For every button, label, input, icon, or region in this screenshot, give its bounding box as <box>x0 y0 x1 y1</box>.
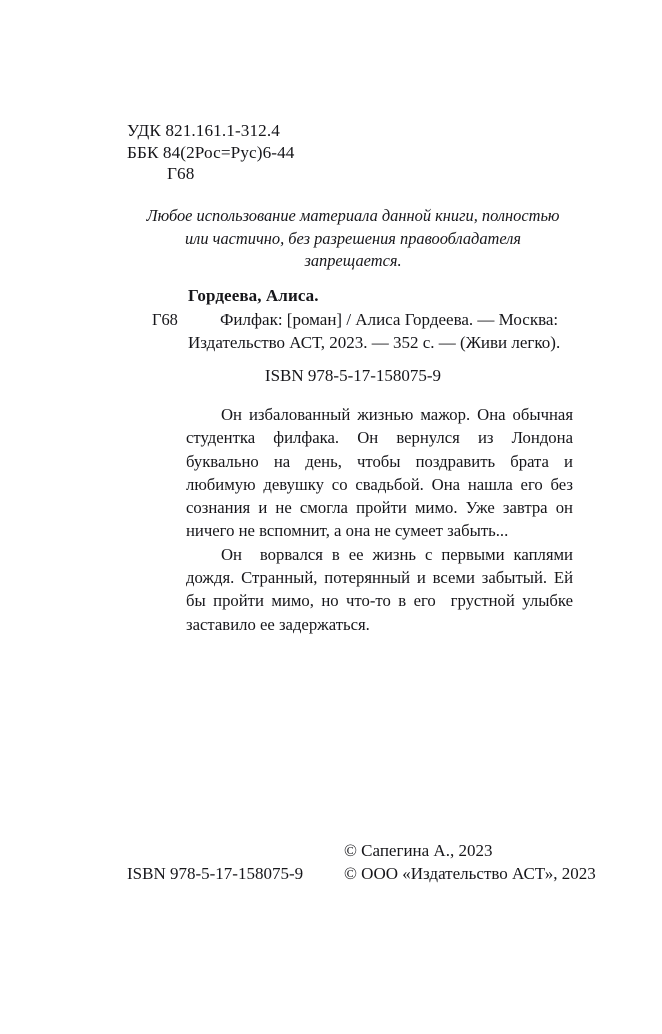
bibliographic-record <box>127 284 579 355</box>
legal-notice-line-2: или частично, без разрешения правообладателя <box>184 228 522 248</box>
copyright-line-publisher: © ООО «Издательство АСТ», 2023 <box>344 863 596 883</box>
legal-notice <box>131 205 575 273</box>
record-author-mark: Г68 <box>152 309 178 329</box>
author-mark-code: Г68 <box>167 164 195 183</box>
classification-codes <box>127 120 295 185</box>
bbk-code: ББК 84(2Рос=Рус)6-44 <box>127 142 295 162</box>
annotation-paragraph-2: Он ворвался в ее жизнь с первыми каплями дождя. Странный, потерянный и всеми забытый. Ей бы пройти мимо, но что-то в его грустной улыбке заставило ее задержаться. <box>186 544 578 634</box>
annotation-paragraph-1: Он избалованный жизнью мажор. Она обычная студентка филфака. Он вернулся из Лондона буквально на день, чтобы поздравить брата и любимую девушку со свадьбой. Она нашла его без сознания и не смогла пройти мимо. Уже завтра он ничего не вспомнит, а она не сумеет забыть... <box>186 405 578 541</box>
page-footer <box>127 840 596 885</box>
record-description: Филфак: [роман] / Алиса Гордеева. — Москва: Издательство АСТ, 2023. — 352 с. — (Живи легко). <box>188 309 561 352</box>
book-annotation <box>186 403 578 636</box>
copyright-line-author: © Сапегина А., 2023 <box>344 841 493 860</box>
legal-notice-line-1: Любое использование материала данной книги, полностью <box>146 206 560 225</box>
record-author-name: Гордеева, Алиса. <box>188 286 319 305</box>
isbn-footer: ISBN 978-5-17-158075-9 <box>127 863 304 883</box>
isbn-main: ISBN 978-5-17-158075-9 <box>264 366 442 385</box>
udk-code: УДК 821.161.1-312.4 <box>127 121 280 140</box>
legal-notice-line-3: запрещается. <box>304 251 402 271</box>
record-body <box>127 284 579 355</box>
